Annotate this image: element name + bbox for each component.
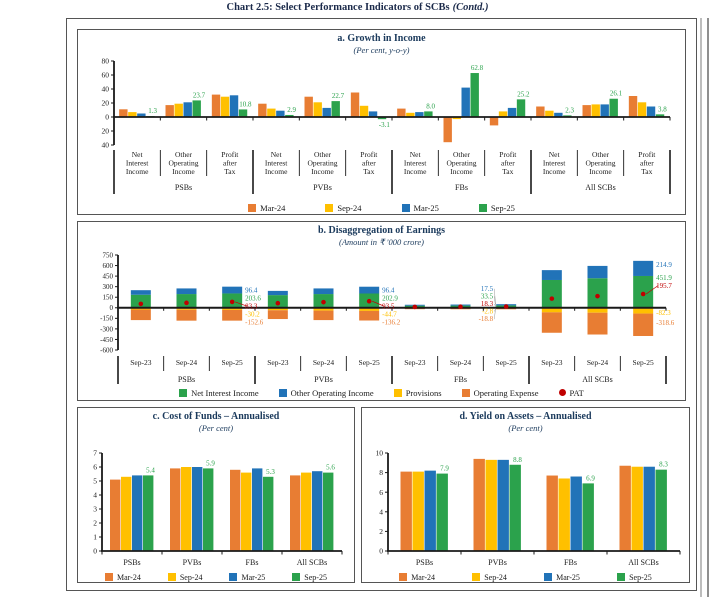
chart-main-title [0, 2, 715, 13]
svg-text:-82.3: -82.3 [656, 308, 671, 317]
svg-text:Profit: Profit [499, 149, 517, 159]
svg-text:750: 750 [102, 251, 113, 260]
legend-swatch [472, 573, 480, 581]
svg-text:33.5: 33.5 [480, 292, 494, 301]
svg-text:Sep-25: Sep-25 [221, 357, 243, 367]
svg-text:after: after [639, 158, 654, 168]
svg-text:Other: Other [313, 149, 332, 159]
legend-swatch [394, 389, 402, 397]
svg-text:PSBs: PSBs [177, 374, 196, 384]
svg-text:PSBs: PSBs [415, 557, 434, 567]
figure-frame [66, 18, 697, 591]
legend-disaggregation-of-earnings [78, 388, 685, 398]
panel-cost-of-funds [77, 407, 355, 583]
legend-swatch [168, 573, 176, 581]
svg-text:Profit: Profit [221, 149, 239, 159]
svg-text:8: 8 [379, 468, 383, 478]
yield-on-assets-chart [362, 433, 689, 569]
disaggregation-of-earnings-chart [78, 247, 683, 387]
svg-text:All SCBs: All SCBs [585, 182, 616, 192]
legend-item-sep-24 [472, 573, 507, 582]
svg-text:Interest: Interest [403, 158, 427, 168]
svg-text:0: 0 [105, 112, 109, 122]
svg-text:Sep-23: Sep-23 [541, 357, 563, 367]
svg-text:17.5: 17.5 [480, 284, 494, 293]
panel-c-title: c. Cost of Funds – Annualised [152, 411, 280, 422]
svg-text:Net: Net [270, 149, 282, 159]
svg-text:-450: -450 [100, 335, 113, 344]
svg-text:4: 4 [379, 507, 383, 517]
svg-text:5: 5 [93, 476, 97, 486]
svg-text:Income: Income [403, 166, 427, 176]
svg-text:Sep-24: Sep-24 [175, 357, 198, 367]
panel-growth-in-income [77, 29, 686, 215]
svg-text:Net: Net [548, 149, 560, 159]
svg-text:1.3: 1.3 [148, 106, 158, 115]
svg-text:PVBs: PVBs [488, 557, 507, 567]
legend-growth-in-income [78, 203, 685, 213]
svg-text:202.9: 202.9 [382, 294, 398, 303]
svg-text:5.6: 5.6 [326, 463, 335, 472]
legend-label: Sep-24 [484, 572, 507, 582]
page-edge-line-inner [707, 18, 709, 597]
svg-text:after: after [500, 158, 515, 168]
panel-b-title: b. Disaggregation of Earnings [317, 225, 446, 236]
svg-text:Sep-24: Sep-24 [586, 357, 609, 367]
legend-label: Provisions [405, 387, 442, 398]
svg-text:5.3: 5.3 [266, 467, 275, 476]
legend-item-sep-24 [168, 573, 203, 582]
svg-text:Income: Income [542, 166, 566, 176]
svg-text:-136.2: -136.2 [382, 318, 401, 327]
growth-in-income-chart [78, 55, 683, 201]
legend-label: Sep-24 [179, 572, 203, 582]
svg-text:80: 80 [101, 56, 109, 66]
legend-swatch [292, 573, 300, 581]
legend-label: Sep-25 [490, 202, 515, 213]
legend-item-sep-24 [325, 203, 361, 213]
legend-swatch [617, 573, 625, 581]
svg-text:195.7: 195.7 [656, 281, 672, 290]
legend-swatch [105, 573, 113, 581]
svg-text:PSBs: PSBs [123, 557, 141, 567]
svg-text:5.4: 5.4 [146, 466, 155, 475]
svg-text:PVBs: PVBs [182, 557, 202, 567]
pat-dot-swatch [559, 389, 566, 396]
cost-of-funds-chart [78, 433, 352, 569]
svg-text:2: 2 [93, 518, 97, 528]
legend-item-mar-25 [229, 573, 265, 582]
legend-swatch [279, 389, 287, 397]
legend-item-mar-25 [402, 203, 439, 213]
panel-c-subtitle: (Per cent) [198, 422, 234, 433]
svg-text:5.9: 5.9 [206, 459, 215, 468]
svg-text:7: 7 [93, 448, 97, 458]
svg-text:8.3: 8.3 [659, 460, 668, 469]
svg-text:Sep-23: Sep-23 [267, 357, 289, 367]
svg-text:-2.8: -2.8 [482, 307, 494, 316]
svg-text:3.8: 3.8 [657, 105, 667, 114]
panel-a-title: a. Growth in Income [337, 33, 426, 44]
svg-text:Interest: Interest [125, 158, 149, 168]
svg-text:2.9: 2.9 [287, 105, 297, 114]
svg-text:22.7: 22.7 [331, 91, 345, 100]
svg-text:10.8: 10.8 [239, 100, 252, 109]
legend-label: Sep-24 [337, 202, 362, 213]
svg-text:All SCBs: All SCBs [296, 557, 328, 567]
legend-swatch [325, 204, 333, 212]
svg-text:after: after [222, 158, 237, 168]
svg-text:8.8: 8.8 [513, 455, 522, 464]
svg-text:93.5: 93.5 [382, 302, 395, 311]
svg-text:Sep-23: Sep-23 [404, 357, 426, 367]
legend-label: Mar-25 [413, 202, 439, 213]
legend-yield-on-assets [362, 573, 689, 582]
legend-item-sep-25 [479, 203, 515, 213]
svg-text:450: 450 [102, 272, 113, 281]
legend-swatch [248, 204, 256, 212]
panel-disaggregation-of-earnings [77, 221, 686, 401]
svg-text:-3.1: -3.1 [378, 121, 390, 130]
legend-item-mar-24 [248, 203, 285, 213]
svg-text:203.6: 203.6 [245, 294, 261, 303]
svg-text:Tax: Tax [641, 166, 653, 176]
svg-text:10: 10 [375, 448, 383, 458]
svg-text:Income: Income [264, 166, 288, 176]
legend-item-sep-25 [292, 573, 327, 582]
svg-text:451.9: 451.9 [656, 273, 672, 282]
svg-text:214.9: 214.9 [656, 260, 672, 269]
svg-text:96.4: 96.4 [382, 286, 395, 295]
svg-text:Income: Income [589, 166, 612, 176]
legend-swatch [399, 573, 407, 581]
svg-text:23.7: 23.7 [192, 91, 206, 100]
main-title-text: Chart 2.5: Select Performance Indicators of SCBs [226, 2, 450, 13]
svg-text:-152.6: -152.6 [245, 318, 264, 327]
panel-b-subtitle: (Amount in ₹ '000 crore) [339, 236, 424, 247]
legend-item-other-operating-income [279, 388, 374, 398]
svg-text:-150: -150 [100, 314, 113, 323]
svg-text:Tax: Tax [502, 166, 514, 176]
svg-text:1: 1 [93, 532, 97, 542]
svg-text:Operating: Operating [168, 158, 199, 168]
svg-text:Interest: Interest [264, 158, 288, 168]
svg-text:20: 20 [101, 98, 109, 108]
svg-text:Operating: Operating [585, 158, 616, 168]
legend-item-pat [559, 388, 584, 398]
svg-text:18.3: 18.3 [480, 299, 494, 308]
svg-text:96.4: 96.4 [245, 286, 258, 295]
legend-label: Mar-24 [260, 202, 286, 213]
svg-text:Tax: Tax [363, 166, 375, 176]
svg-text:Operating: Operating [307, 158, 338, 168]
legend-label: Operating Expense [473, 387, 539, 398]
svg-text:FBs: FBs [564, 557, 577, 567]
svg-text:60: 60 [101, 70, 109, 80]
svg-text:Sep-23: Sep-23 [130, 357, 152, 367]
svg-text:Profit: Profit [360, 149, 378, 159]
svg-text:6.9: 6.9 [586, 474, 595, 483]
legend-item-sep-25 [617, 573, 652, 582]
svg-text:4: 4 [93, 490, 97, 500]
svg-text:6: 6 [93, 462, 97, 472]
svg-text:Other: Other [452, 149, 471, 159]
svg-text:FBs: FBs [454, 374, 467, 384]
legend-item-mar-24 [105, 573, 141, 582]
legend-label: Mar-24 [116, 572, 141, 582]
legend-label: Mar-24 [411, 572, 436, 582]
svg-text:2: 2 [379, 526, 383, 536]
svg-text:Profit: Profit [638, 149, 656, 159]
svg-text:All SCBs: All SCBs [582, 374, 613, 384]
svg-text:Tax: Tax [224, 166, 236, 176]
svg-text:Operating: Operating [446, 158, 477, 168]
main-title-contd: (Contd.) [452, 2, 489, 13]
svg-text:26.1: 26.1 [609, 89, 623, 98]
svg-text:83.3: 83.3 [245, 302, 258, 311]
svg-text:-30.2: -30.2 [245, 310, 260, 319]
svg-text:PVBs: PVBs [313, 182, 332, 192]
legend-item-net-interest-income [179, 388, 259, 398]
svg-text:-318.6: -318.6 [656, 318, 675, 327]
svg-text:25.2: 25.2 [517, 90, 530, 99]
legend-label: Sep-25 [304, 572, 327, 582]
legend-item-operating-expense [462, 388, 539, 398]
svg-text:-44.7: -44.7 [382, 310, 397, 319]
svg-text:FBs: FBs [245, 557, 259, 567]
legend-label: PAT [569, 387, 584, 398]
svg-text:300: 300 [102, 282, 113, 291]
legend-label: Net Interest Income [191, 387, 259, 398]
panel-a-subtitle: (Per cent, y-o-y) [353, 44, 410, 55]
svg-text:-300: -300 [100, 325, 113, 334]
legend-label: Mar-25 [241, 572, 266, 582]
svg-text:FBs: FBs [455, 182, 468, 192]
panel-yield-on-assets [361, 407, 690, 583]
svg-text:Income: Income [172, 166, 195, 176]
legend-swatch [179, 389, 187, 397]
panel-d-subtitle: (Per cent) [508, 422, 543, 433]
svg-text:Other: Other [591, 149, 610, 159]
legend-item-mar-24 [399, 573, 435, 582]
svg-text:0: 0 [109, 304, 113, 313]
svg-text:PVBs: PVBs [314, 374, 333, 384]
svg-text:Income: Income [311, 166, 334, 176]
svg-text:Sep-25: Sep-25 [495, 357, 517, 367]
legend-label: Mar-25 [556, 572, 580, 582]
svg-text:600: 600 [102, 261, 113, 270]
svg-text:Interest: Interest [542, 158, 566, 168]
svg-text:8.0: 8.0 [426, 102, 436, 111]
svg-text:0: 0 [379, 546, 383, 556]
legend-swatch [479, 204, 487, 212]
svg-text:All SCBs: All SCBs [628, 557, 659, 567]
svg-text:3: 3 [93, 504, 97, 514]
svg-text:62.8: 62.8 [470, 63, 484, 72]
svg-text:7.9: 7.9 [440, 464, 449, 473]
svg-text:Net: Net [131, 149, 143, 159]
panel-d-title: d. Yield on Assets – Annualised [459, 411, 592, 422]
legend-label: Other Operating Income [290, 387, 374, 398]
svg-text:150: 150 [102, 293, 113, 302]
svg-text:-18.8: -18.8 [478, 315, 494, 324]
svg-text:PSBs: PSBs [174, 182, 193, 192]
legend-item-provisions [394, 388, 442, 398]
legend-swatch [229, 573, 237, 581]
svg-text:20: 20 [101, 126, 109, 136]
svg-text:Income: Income [125, 166, 149, 176]
legend-cost-of-funds [78, 573, 354, 582]
svg-text:0: 0 [93, 546, 97, 556]
svg-text:40: 40 [101, 140, 109, 150]
svg-text:Income: Income [450, 166, 473, 176]
legend-item-mar-25 [544, 573, 580, 582]
svg-text:6: 6 [379, 487, 383, 497]
page-edge-line-outer [700, 18, 702, 597]
legend-swatch [544, 573, 552, 581]
svg-text:Net: Net [409, 149, 421, 159]
svg-text:after: after [361, 158, 376, 168]
svg-text:40: 40 [101, 84, 109, 94]
svg-text:Sep-24: Sep-24 [312, 357, 335, 367]
svg-text:Other: Other [174, 149, 193, 159]
legend-label: Sep-25 [629, 572, 652, 582]
svg-text:Sep-25: Sep-25 [358, 357, 380, 367]
legend-swatch [402, 204, 410, 212]
svg-text:Sep-25: Sep-25 [632, 357, 654, 367]
svg-text:-600: -600 [100, 346, 113, 355]
svg-text:Sep-24: Sep-24 [449, 357, 472, 367]
svg-text:2.3: 2.3 [565, 106, 575, 115]
legend-swatch [462, 389, 470, 397]
